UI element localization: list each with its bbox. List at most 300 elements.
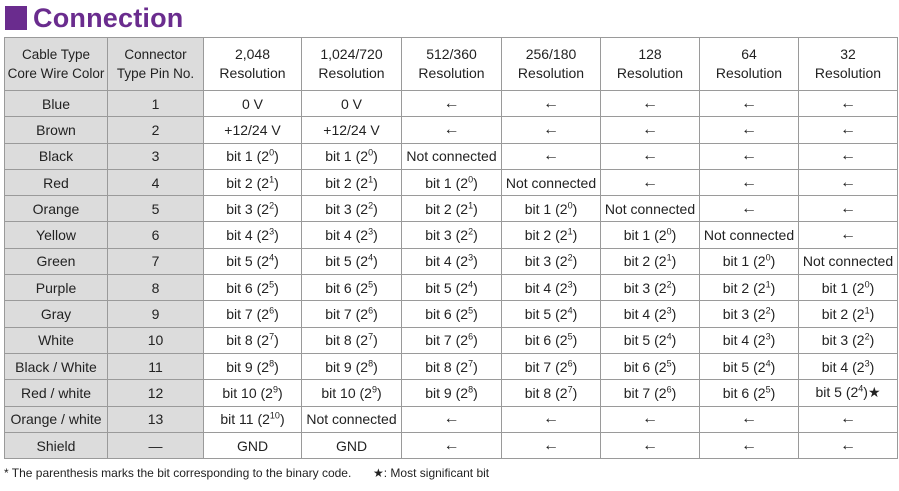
legend-text: : Most significant bit — [383, 466, 490, 480]
signal-cell — [601, 406, 700, 432]
signal-cell — [700, 301, 799, 327]
bit-exponent: 7 — [269, 331, 275, 342]
signal-cell — [799, 222, 898, 248]
signal-text: bit 7 (2 — [623, 384, 667, 401]
signal-cell — [302, 169, 402, 195]
header-resolution-label: Resolution — [219, 65, 286, 81]
signal-text: bit 5 (2 — [325, 253, 369, 270]
signal-cell — [204, 222, 302, 248]
header-line: Type Pin No. — [116, 66, 195, 81]
bit-exponent: 3 — [666, 305, 672, 316]
signal-text: bit 11 (2 — [220, 411, 270, 428]
signal-cell — [502, 275, 601, 301]
same-as-left-arrow-icon: ← — [741, 199, 757, 217]
signal-text: bit 1 (2 — [425, 174, 469, 191]
signal-cell — [204, 169, 302, 195]
signal-cell — [302, 248, 402, 274]
table-header-row — [5, 38, 898, 91]
signal-cell — [402, 327, 502, 353]
signal-cell — [402, 301, 502, 327]
signal-text-close: ) — [671, 384, 677, 401]
signal-cell — [402, 91, 502, 117]
bit-exponent: 3 — [468, 252, 474, 263]
bit-exponent: 5 — [765, 384, 771, 395]
signal-text: bit 7 (2 — [425, 332, 469, 349]
signal-text: bit 6 (2 — [524, 332, 568, 349]
signal-cell — [601, 143, 700, 169]
signal-cell — [502, 380, 601, 406]
wire-color-cell: Orange / white — [5, 406, 108, 432]
bit-exponent: 3 — [368, 226, 374, 237]
bit-exponent: 2 — [666, 279, 672, 290]
header-resolution — [700, 38, 799, 91]
signal-cell — [402, 248, 502, 274]
bit-exponent: 3 — [864, 357, 870, 368]
signal-cell — [402, 380, 502, 406]
signal-text: bit 6 (2 — [425, 306, 469, 323]
signal-text: bit 4 (2 — [722, 332, 766, 349]
signal-cell — [799, 169, 898, 195]
bit-exponent: 6 — [666, 384, 672, 395]
table-row — [5, 432, 898, 458]
same-as-left-arrow-icon: ← — [741, 410, 757, 428]
bit-exponent: 3 — [567, 279, 573, 290]
bit-exponent: 1 — [765, 279, 771, 290]
header-resolution-label: Resolution — [715, 65, 783, 81]
wire-color-cell: Shield — [5, 432, 108, 458]
header-connector-pin — [108, 38, 204, 91]
same-as-left-arrow-icon: ← — [642, 173, 658, 191]
signal-text-close: ) — [572, 384, 578, 401]
signal-text: bit 4 (2 — [425, 253, 469, 270]
signal-text: bit 10 (2 — [222, 384, 273, 401]
signal-cell — [601, 353, 700, 379]
signal-text: bit 5 (2 — [226, 253, 270, 270]
table-row — [5, 169, 898, 195]
signal-cell — [700, 169, 799, 195]
signal-text-close: ) — [671, 253, 677, 270]
signal-cell — [204, 117, 302, 143]
signal-text-close: ) — [473, 200, 478, 217]
signal-text-close: ) — [671, 332, 677, 349]
signal-text: bit 2 (2 — [325, 174, 369, 191]
signal-text-close: ) — [274, 332, 279, 349]
same-as-left-arrow-icon: ← — [642, 120, 658, 138]
bit-exponent: 2 — [864, 331, 870, 342]
signal-text: bit 4 (2 — [623, 306, 667, 323]
signal-cell — [799, 353, 898, 379]
bit-exponent: 6 — [468, 331, 474, 342]
signal-text-close: ) — [274, 358, 279, 375]
signal-cell — [700, 117, 799, 143]
signal-cell — [302, 380, 402, 406]
same-as-left-arrow-icon: ← — [741, 173, 757, 191]
signal-cell — [700, 380, 799, 406]
header-resolution-value: 32 — [840, 46, 856, 62]
bit-exponent: 4 — [468, 279, 474, 290]
bit-exponent: 1 — [368, 173, 374, 184]
signal-cell — [204, 248, 302, 274]
signal-cell — [302, 222, 402, 248]
bit-exponent: 0 — [864, 279, 870, 290]
signal-cell — [204, 143, 302, 169]
pin-number-cell: 12 — [108, 380, 204, 406]
same-as-left-arrow-icon: ← — [840, 410, 856, 428]
signal-text-close: ) — [274, 174, 279, 191]
signal-text: GND — [236, 437, 269, 454]
table-row — [5, 353, 898, 379]
bit-exponent: 0 — [666, 226, 672, 237]
header-line: Core Wire Color — [7, 66, 105, 81]
signal-cell — [799, 432, 898, 458]
signal-text: +12/24 V — [323, 121, 380, 138]
bit-exponent: 0 — [269, 147, 275, 158]
bit-exponent: 5 — [666, 357, 672, 368]
header-resolution — [601, 38, 700, 91]
signal-text-close: ) — [572, 200, 578, 217]
signal-text: bit 1 (2 — [524, 200, 568, 217]
signal-cell — [302, 327, 402, 353]
table-row — [5, 248, 898, 274]
same-as-left-arrow-icon: ← — [443, 120, 460, 138]
signal-cell — [700, 353, 799, 379]
signal-cell — [402, 196, 502, 222]
bit-exponent: 0 — [368, 147, 374, 158]
header-resolution-label: Resolution — [517, 65, 585, 81]
signal-text-close: ) — [770, 384, 776, 401]
signal-cell — [601, 432, 700, 458]
bit-exponent: 10 — [269, 410, 280, 421]
header-resolution-value: 256/180 — [525, 46, 577, 62]
signal-cell — [700, 143, 799, 169]
signal-text: bit 3 (2 — [821, 332, 865, 349]
bit-exponent: 4 — [567, 305, 573, 316]
signal-cell — [502, 327, 601, 353]
wire-color-cell: Blue — [5, 91, 108, 117]
signal-cell — [601, 91, 700, 117]
signal-text: +12/24 V — [224, 121, 281, 138]
signal-cell — [799, 117, 898, 143]
signal-text: GND — [335, 437, 368, 454]
same-as-left-arrow-icon: ← — [642, 147, 658, 165]
signal-text: bit 2 (2 — [722, 279, 766, 296]
signal-text-close: ) — [473, 279, 478, 296]
bit-exponent: 7 — [567, 384, 573, 395]
signal-cell — [302, 143, 402, 169]
same-as-left-arrow-icon: ← — [543, 120, 559, 138]
signal-text: bit 5 (2 — [815, 384, 859, 401]
signal-text: bit 5 (2 — [623, 332, 667, 349]
header-resolution — [402, 38, 502, 91]
signal-text: bit 4 (2 — [226, 227, 270, 244]
signal-cell — [204, 327, 302, 353]
bit-exponent: 1 — [864, 305, 870, 316]
section-title — [5, 2, 184, 34]
signal-cell — [302, 117, 402, 143]
signal-text: bit 9 (2 — [325, 358, 369, 375]
signal-text: bit 9 (2 — [226, 358, 270, 375]
connection-table — [4, 37, 898, 459]
signal-text: bit 9 (2 — [425, 384, 469, 401]
signal-text: bit 8 (2 — [226, 332, 270, 349]
same-as-left-arrow-icon: ← — [741, 120, 757, 138]
signal-text-close: ) — [572, 332, 578, 349]
signal-text-close: ) — [373, 174, 378, 191]
signal-cell — [302, 353, 402, 379]
same-as-left-arrow-icon: ← — [642, 410, 658, 428]
signal-cell — [601, 222, 700, 248]
signal-text: bit 2 (2 — [226, 174, 270, 191]
signal-text: 0 V — [340, 95, 362, 112]
signal-text: bit 4 (2 — [325, 227, 369, 244]
signal-cell — [601, 248, 700, 274]
signal-cell — [799, 406, 898, 432]
pin-number-cell: — — [108, 432, 204, 458]
wire-color-cell: Yellow — [5, 222, 108, 248]
signal-cell — [402, 143, 502, 169]
signal-cell — [402, 432, 502, 458]
signal-text: bit 10 (2 — [321, 384, 372, 401]
signal-cell — [502, 117, 601, 143]
bit-exponent: 1 — [269, 173, 275, 184]
signal-cell — [700, 91, 799, 117]
signal-text-close: ) — [869, 306, 875, 323]
signal-text: bit 3 (2 — [623, 279, 667, 296]
same-as-left-arrow-icon: ← — [741, 94, 757, 112]
signal-text-close: ) — [572, 279, 578, 296]
header-resolution — [799, 38, 898, 91]
signal-cell — [502, 91, 601, 117]
same-as-left-arrow-icon: ← — [840, 199, 856, 217]
bit-exponent: 4 — [666, 331, 672, 342]
signal-text: 0 V — [241, 95, 263, 112]
bit-exponent: 6 — [567, 357, 573, 368]
msb-star-icon: ★ — [867, 384, 881, 401]
signal-text: bit 6 (2 — [623, 358, 667, 375]
signal-text: bit 3 (2 — [425, 227, 469, 244]
signal-cell — [799, 143, 898, 169]
pin-number-cell: 1 — [108, 91, 204, 117]
signal-text: bit 8 (2 — [524, 384, 568, 401]
table-row — [5, 327, 898, 353]
signal-text-close: ) — [671, 279, 677, 296]
same-as-left-arrow-icon: ← — [443, 436, 460, 454]
signal-cell — [402, 353, 502, 379]
header-resolution-value: 64 — [741, 46, 757, 62]
bit-exponent: 1 — [666, 252, 672, 263]
signal-text: bit 1 (2 — [325, 148, 369, 165]
header-resolution-value: 1,024/720 — [320, 46, 383, 62]
signal-text: bit 4 (2 — [524, 279, 568, 296]
bit-exponent: 4 — [368, 252, 374, 263]
signal-cell — [402, 222, 502, 248]
wire-color-cell: Red / white — [5, 380, 108, 406]
wire-color-cell: Orange — [5, 196, 108, 222]
signal-cell — [204, 353, 302, 379]
header-resolution — [204, 38, 302, 91]
footnote: * The parenthesis marks the bit corresponding to the binary code. — [4, 466, 352, 480]
signal-text-close: ) — [770, 279, 776, 296]
signal-text: bit 3 (2 — [722, 306, 766, 323]
signal-cell — [502, 406, 601, 432]
signal-cell — [402, 406, 502, 432]
signal-cell — [502, 248, 601, 274]
header-resolution-label: Resolution — [814, 65, 882, 81]
signal-text-close: ) — [671, 227, 677, 244]
signal-cell — [204, 301, 302, 327]
signal-text-close: ) — [473, 227, 478, 244]
header-resolution-value: 128 — [638, 46, 662, 62]
header-cable-type — [5, 38, 108, 91]
signal-cell — [502, 432, 601, 458]
signal-text-close: ) — [274, 148, 279, 165]
signal-cell — [302, 196, 402, 222]
signal-text-close: ) — [279, 411, 285, 428]
bit-exponent: 0 — [468, 173, 474, 184]
signal-cell — [799, 327, 898, 353]
signal-cell — [302, 406, 402, 432]
signal-text-close: ) — [869, 279, 875, 296]
same-as-left-arrow-icon: ← — [840, 120, 856, 138]
table-row — [5, 275, 898, 301]
signal-text-close: ) — [277, 384, 283, 401]
same-as-left-arrow-icon: ← — [642, 94, 658, 112]
wire-color-cell: Brown — [5, 117, 108, 143]
table-row — [5, 117, 898, 143]
bit-exponent: 8 — [468, 384, 474, 395]
table-row — [5, 380, 898, 406]
table-row — [5, 91, 898, 117]
signal-text-close: ) — [473, 384, 478, 401]
pin-number-cell: 4 — [108, 169, 204, 195]
signal-cell — [204, 196, 302, 222]
bit-exponent: 1 — [567, 226, 573, 237]
signal-text-close: ) — [373, 279, 378, 296]
signal-cell — [302, 432, 402, 458]
header-resolution-label: Resolution — [616, 65, 684, 81]
bit-exponent: 7 — [468, 357, 474, 368]
title-square-icon — [5, 6, 27, 30]
signal-cell — [302, 91, 402, 117]
bit-exponent: 5 — [567, 331, 573, 342]
signal-text-close: ) — [373, 253, 378, 270]
pin-number-cell: 10 — [108, 327, 204, 353]
signal-text: bit 2 (2 — [821, 306, 865, 323]
signal-text: bit 5 (2 — [425, 279, 469, 296]
signal-text: Not connected — [306, 411, 397, 428]
bit-exponent: 0 — [765, 252, 771, 263]
same-as-left-arrow-icon: ← — [543, 410, 559, 428]
signal-text: bit 6 (2 — [722, 384, 766, 401]
bit-exponent: 4 — [765, 357, 771, 368]
signal-cell — [601, 275, 700, 301]
pin-number-cell: 6 — [108, 222, 204, 248]
bit-exponent: 5 — [368, 279, 374, 290]
header-resolution-label: Resolution — [318, 65, 385, 81]
signal-cell — [700, 406, 799, 432]
signal-cell — [700, 248, 799, 274]
signal-text-close: ) — [274, 306, 279, 323]
signal-cell — [700, 275, 799, 301]
signal-text-close: ) — [373, 332, 378, 349]
signal-text-close: ) — [373, 227, 378, 244]
same-as-left-arrow-icon: ← — [840, 226, 856, 244]
signal-text: bit 4 (2 — [821, 358, 865, 375]
bit-exponent: 4 — [269, 252, 275, 263]
header-resolution-value: 512/360 — [426, 46, 477, 62]
bit-exponent: 3 — [269, 226, 275, 237]
pin-number-cell: 9 — [108, 301, 204, 327]
signal-cell — [502, 301, 601, 327]
signal-text: bit 8 (2 — [425, 358, 469, 375]
signal-text: bit 6 (2 — [325, 279, 369, 296]
signal-cell — [502, 222, 601, 248]
signal-text: bit 7 (2 — [226, 306, 270, 323]
signal-text: bit 3 (2 — [226, 200, 270, 217]
bit-exponent: 3 — [765, 331, 771, 342]
header-line: Cable Type — [21, 47, 91, 62]
bit-exponent: 9 — [272, 384, 278, 395]
signal-text: bit 1 (2 — [821, 279, 865, 296]
signal-text-close: ) — [473, 358, 478, 375]
signal-text: Not connected — [406, 148, 497, 165]
signal-cell — [502, 353, 601, 379]
signal-text: bit 5 (2 — [722, 358, 766, 375]
signal-text: bit 2 (2 — [623, 253, 667, 270]
signal-cell — [601, 169, 700, 195]
signal-cell — [700, 196, 799, 222]
signal-cell — [302, 275, 402, 301]
signal-text-close: ) — [671, 306, 677, 323]
signal-text-close: ) — [373, 200, 378, 217]
title-text: Connection — [33, 2, 184, 33]
signal-cell — [700, 432, 799, 458]
wire-color-cell: Black / White — [5, 353, 108, 379]
signal-text-close: ) — [572, 253, 578, 270]
table-row — [5, 301, 898, 327]
same-as-left-arrow-icon: ← — [543, 94, 559, 112]
same-as-left-arrow-icon: ← — [840, 147, 856, 165]
signal-text-close: ) — [671, 358, 677, 375]
signal-text: bit 1 (2 — [722, 253, 766, 270]
same-as-left-arrow-icon: ← — [543, 147, 559, 165]
signal-text-close: ) — [274, 279, 279, 296]
same-as-left-arrow-icon: ← — [443, 410, 460, 428]
wire-color-cell: Purple — [5, 275, 108, 301]
signal-cell — [302, 301, 402, 327]
signal-text-close: ) — [473, 306, 478, 323]
table-row — [5, 222, 898, 248]
same-as-left-arrow-icon: ← — [443, 94, 460, 112]
signal-cell — [204, 380, 302, 406]
signal-text-close: ) — [473, 253, 478, 270]
signal-cell — [204, 432, 302, 458]
bit-exponent: 9 — [371, 384, 377, 395]
signal-cell — [799, 301, 898, 327]
bit-exponent: 6 — [269, 305, 275, 316]
same-as-left-arrow-icon: ← — [840, 436, 856, 454]
signal-text: Not connected — [604, 200, 696, 217]
signal-text-close: ) — [572, 358, 578, 375]
signal-text-close: ) — [770, 332, 776, 349]
star-icon: ★ — [373, 466, 384, 480]
signal-cell — [601, 117, 700, 143]
signal-text-close: ) — [770, 306, 776, 323]
bit-exponent: 1 — [468, 200, 474, 211]
bit-exponent: 5 — [468, 305, 474, 316]
pin-number-cell: 2 — [108, 117, 204, 143]
signal-text: bit 1 (2 — [623, 227, 667, 244]
